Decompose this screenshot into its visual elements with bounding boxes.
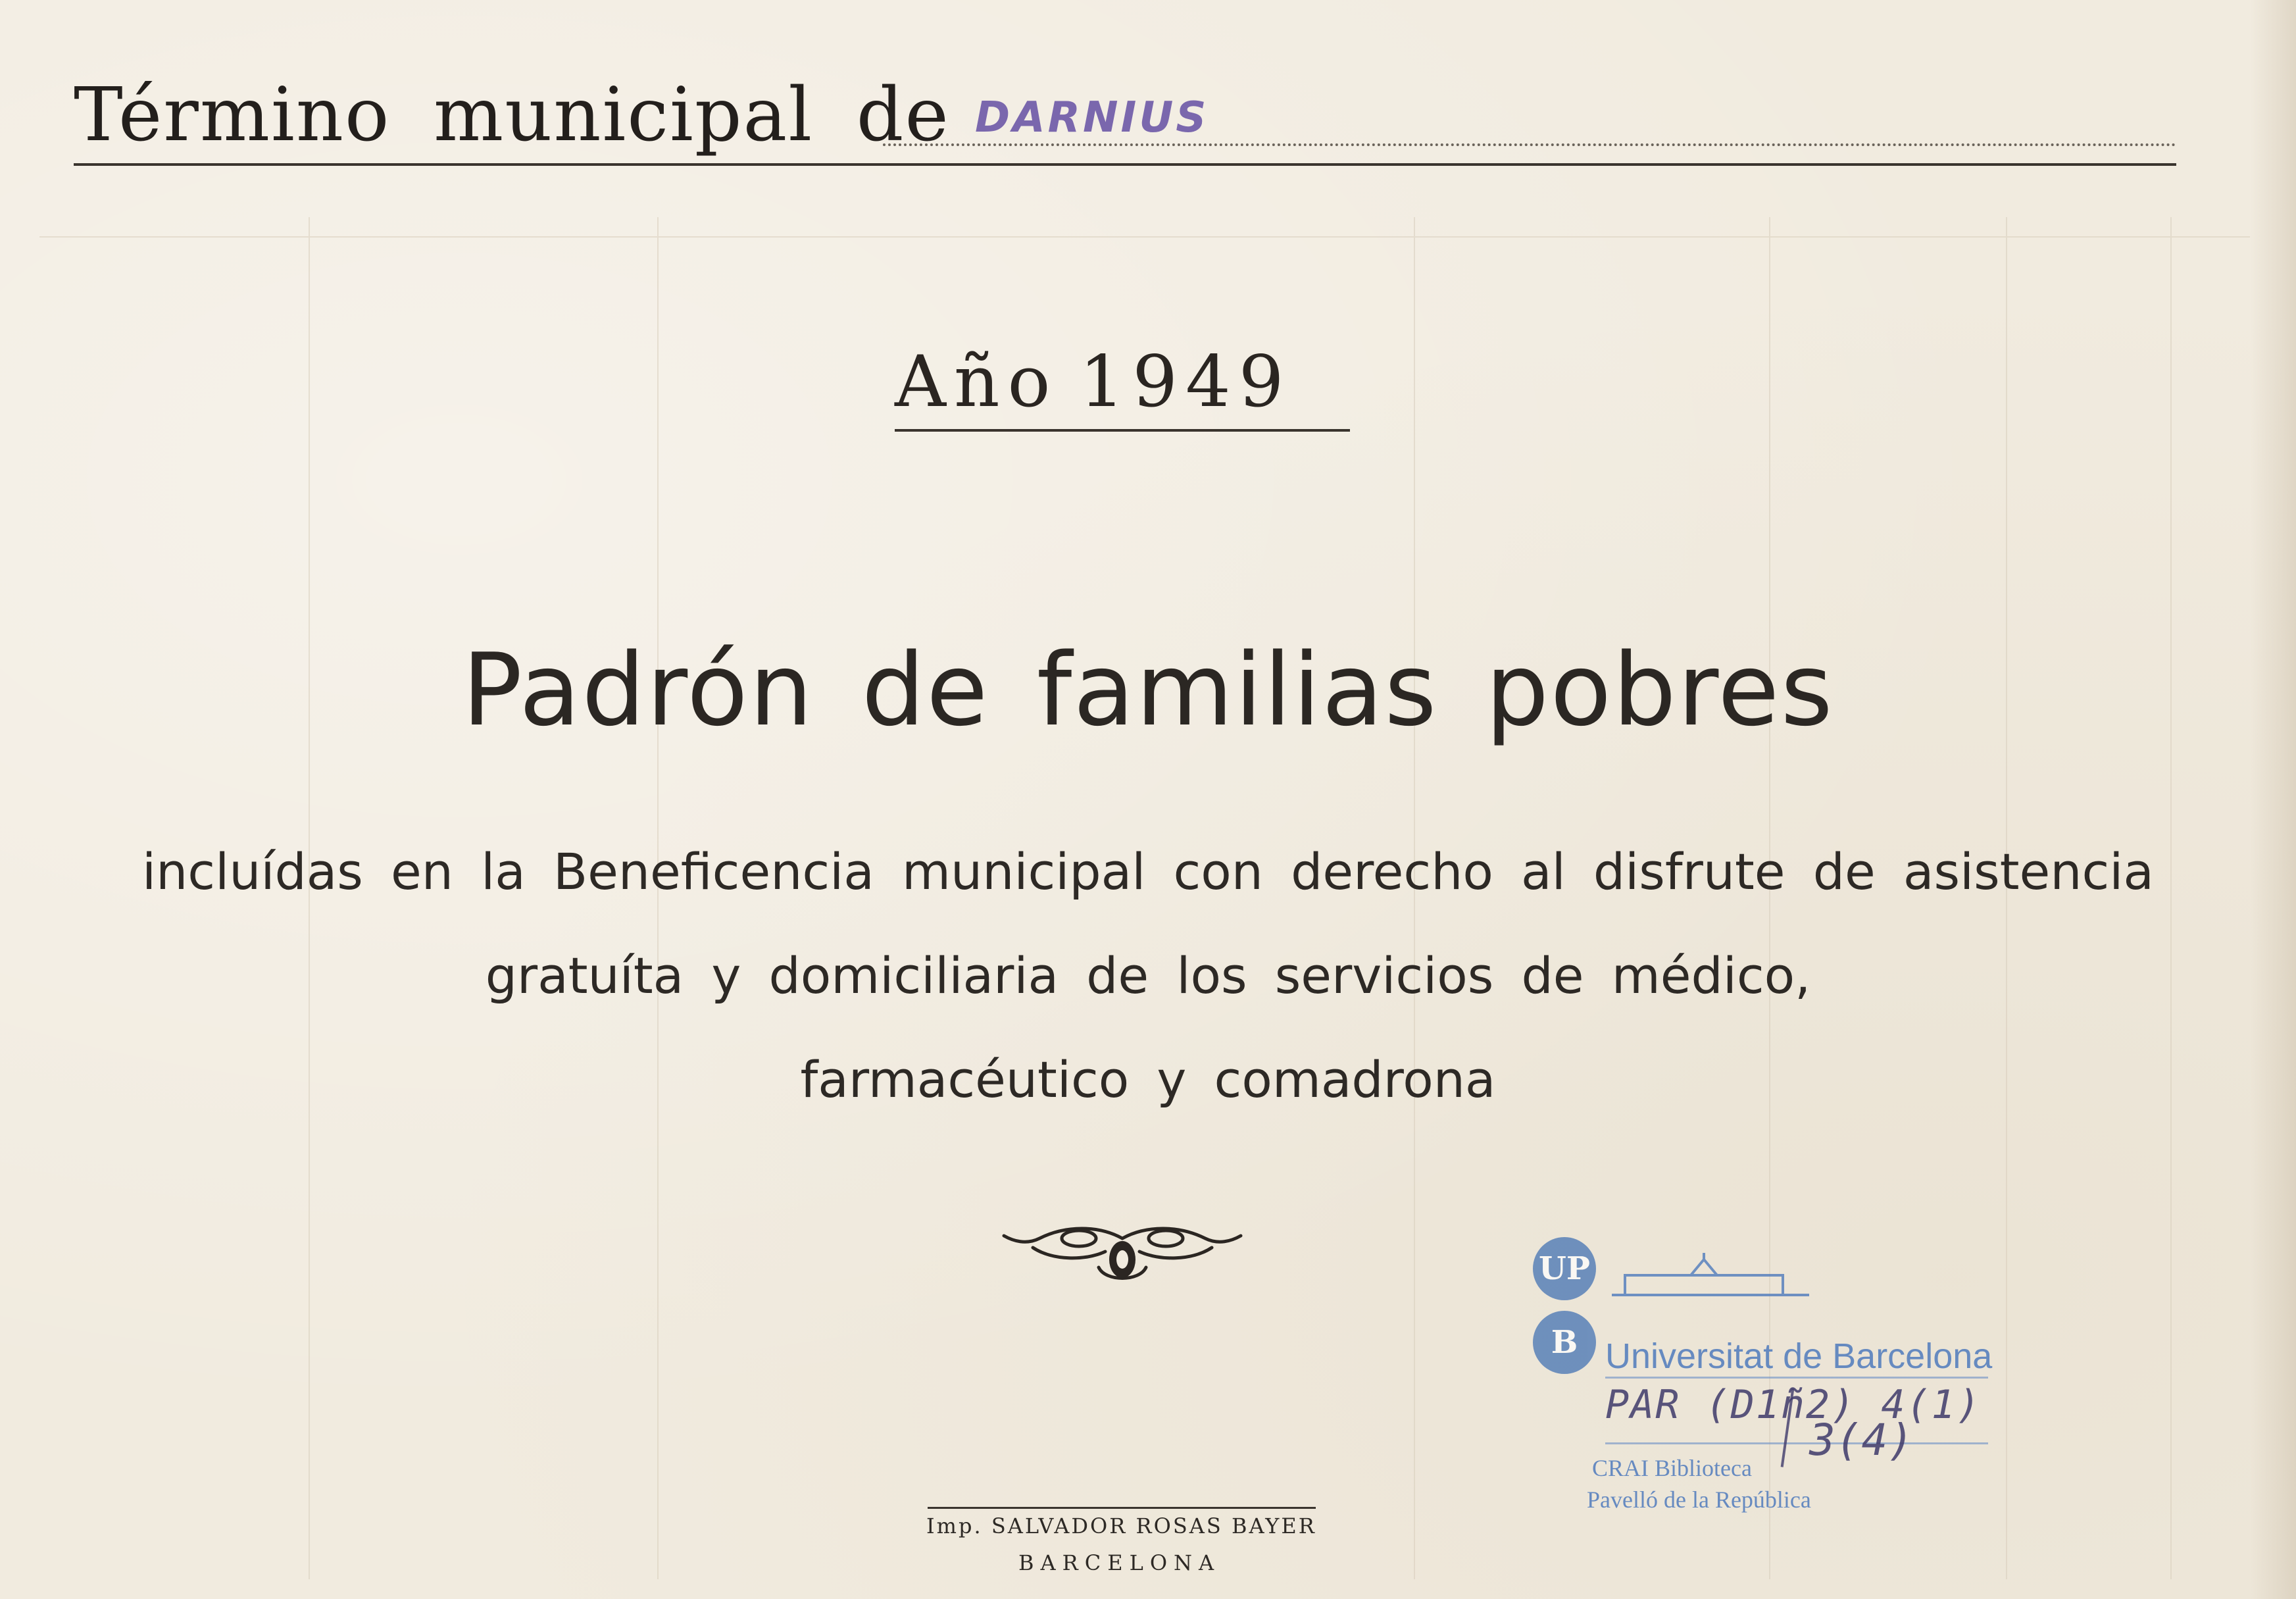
printer-name: Imp. SALVADOR ROSAS BAYER [926,1513,1316,1538]
year-value: 1949 [1079,341,1292,423]
subtitle-line-3: farmacéutico y comadrona [800,1050,1496,1109]
municipality-dotted-line [883,143,2176,146]
municipality-underline [74,163,2176,166]
printer-rule [928,1507,1316,1509]
shelfmark-handwritten: PAR (D1ñ2) 4(1) [1605,1382,1982,1428]
municipality-field [74,72,2176,171]
shelfmark-volume: 3(4) [1809,1415,1914,1465]
library-ownership-stamp [1533,1237,2059,1553]
library-branch: CRAI Biblioteca [1592,1455,1752,1481]
library-institution: Universitat de Barcelona [1605,1336,1993,1376]
page-edge-shadow [2250,0,2296,1599]
year-field [895,341,1355,440]
b-badge-icon: B [1533,1311,1596,1374]
printer-city: BARCELONA [1018,1550,1221,1575]
document-title: Padrón de familias pobres [462,632,1834,748]
stamp-rule-bottom [1605,1442,1988,1444]
stamp-rule-top [1605,1377,1988,1379]
town-name-stamp: DARNIUS [975,93,1209,142]
year-label: Año [895,341,1059,423]
library-building: Pavelló de la República [1587,1486,1811,1513]
up-badge-icon: UP [1533,1237,1596,1300]
decorative-ornament [1000,1219,1245,1291]
municipality-label: Término municipal de [74,72,950,158]
building-icon [1612,1253,1809,1299]
year-underline [895,429,1350,432]
subtitle-line-1: incluídas en la Beneficencia municipal con derecho al disfrute de asistencia [142,842,2154,901]
subtitle-line-2: gratuíta y domiciliaria de los servicios de médico, [485,946,1811,1005]
